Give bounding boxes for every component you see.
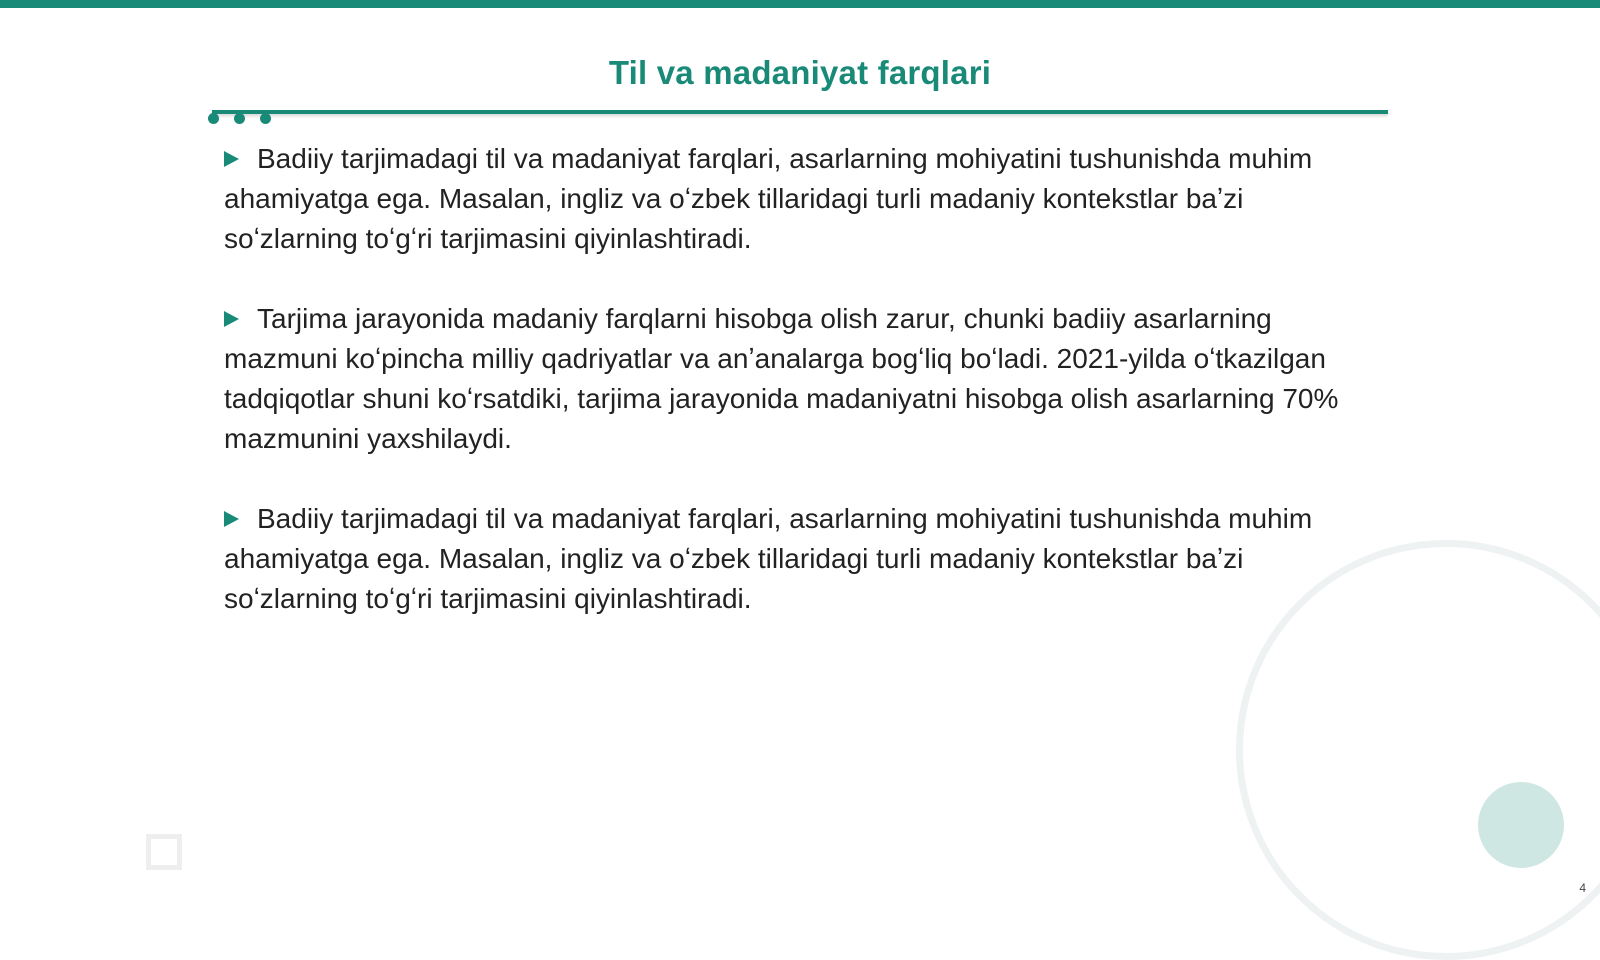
decorative-dot <box>260 113 271 124</box>
slide-body <box>224 139 1384 659</box>
decorative-square <box>146 834 182 870</box>
triangle-bullet-icon <box>224 311 239 327</box>
slide-title: Til va madaniyat farqlari <box>608 54 992 91</box>
title-underline <box>212 110 1388 114</box>
bullet-item <box>224 139 1384 259</box>
triangle-bullet-icon <box>224 151 239 167</box>
triangle-bullet-icon <box>224 511 239 527</box>
bullet-item <box>224 499 1384 619</box>
decorative-circle <box>1478 782 1564 868</box>
decorative-dot <box>208 113 219 124</box>
top-accent-bar <box>0 0 1600 8</box>
bullet-text: Badiiy tarjimadagi til va madaniyat farqlari, asarlarning mohiyatini tushunishda muhim ahamiyatga ega. Masalan, ingliz va oʻzbek tillaridagi turli madaniy kontekstlar baʼzi soʻzlarning toʻgʻri tarjimasini qiyinlashtiradi. <box>224 143 1313 254</box>
page-number: 4 <box>1579 881 1586 895</box>
bullet-item <box>224 299 1384 459</box>
bullet-text: Badiiy tarjimadagi til va madaniyat farqlari, asarlarning mohiyatini tushunishda muhim ahamiyatga ega. Masalan, ingliz va oʻzbek tillaridagi turli madaniy kontekstlar baʼzi soʻzlarning toʻgʻri tarjimasini qiyinlashtiradi. <box>224 503 1313 614</box>
decorative-dot <box>234 113 245 124</box>
bullet-text: Tarjima jarayonida madaniy farqlarni hisobga olish zarur, chunki badiiy asarlarning mazmuni koʻpincha milliy qadriyatlar va anʼanalarga bogʻliq boʻladi. 2021-yilda oʻtkazilgan tadqiqotlar shuni koʻrsatdiki, tarjima jarayonida madaniyatni hisobga olish asarlarning 70% mazmunini yaxshilaydi. <box>224 303 1339 454</box>
